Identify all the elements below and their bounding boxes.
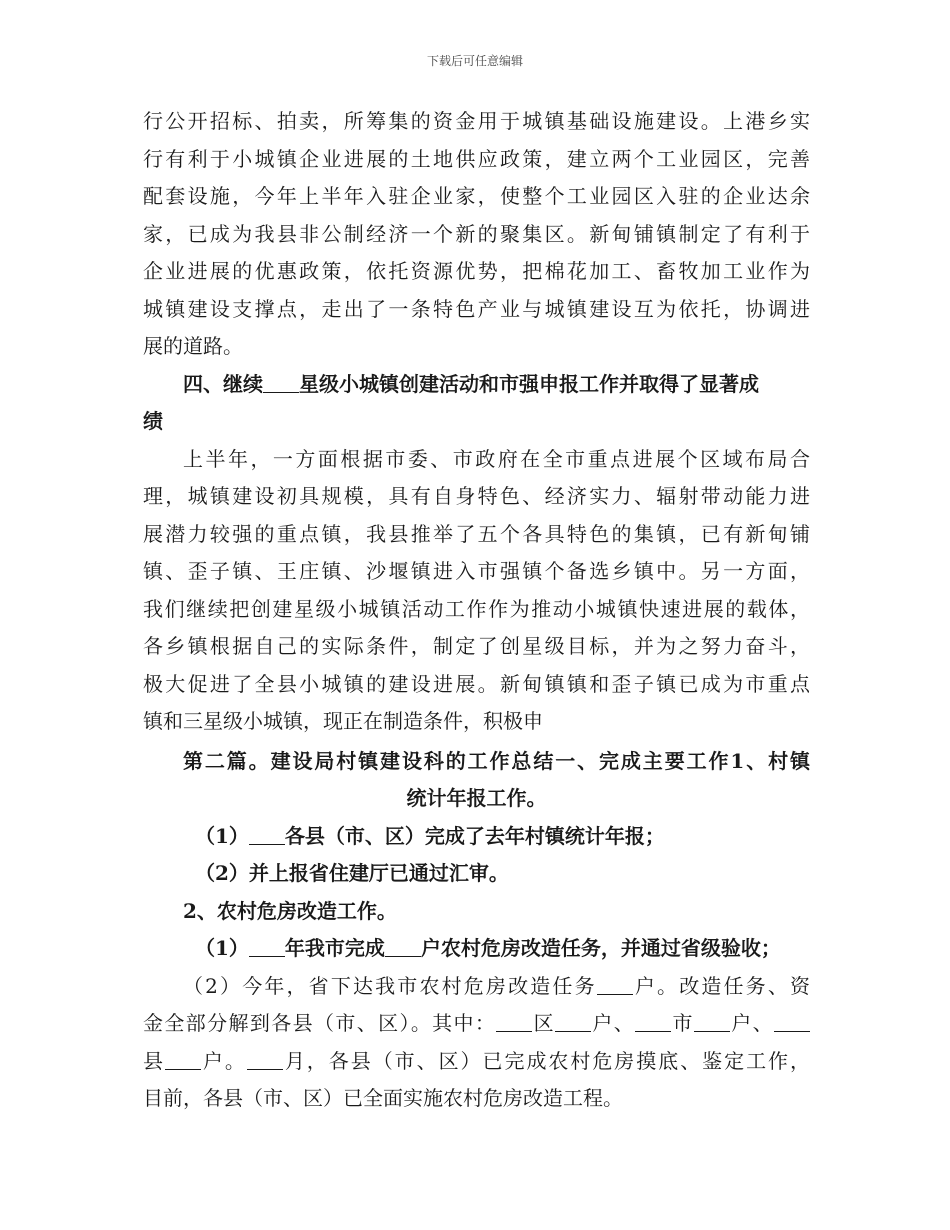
paragraph-1 (143, 103, 810, 366)
text-span: 金全部分解到各县（市、区）。其中： (143, 1011, 497, 1035)
text-span: 县 (143, 1048, 165, 1073)
paragraph-3 (143, 968, 810, 1118)
text-line: 家，已成为我县非公制经济一个新的聚集区。新甸铺镇制定了有利于 (143, 221, 810, 246)
blank-underline (555, 1011, 591, 1032)
text-span: 户、 (729, 1011, 775, 1035)
text-line: 配套设施，今年上半年入驻企业家，使整个工业园区入驻的企业达余 (143, 184, 810, 208)
text-line (143, 968, 810, 1006)
blank-underline (165, 1049, 201, 1070)
text-line: 展的道路。 (143, 334, 243, 358)
item-text: 户农村危房改造任务，并通过省级验收； (420, 936, 781, 960)
list-item-3: 2、农村危房改造工作。 (183, 898, 397, 923)
text-span: 市 (671, 1011, 694, 1035)
blank-underline (385, 936, 421, 957)
list-item-4 (143, 930, 810, 968)
text-span: 月，各县（市、区）已完成农村危房摸底、鉴定工作， (282, 1048, 811, 1073)
text-span: 户。 (200, 1048, 247, 1073)
blank-underline (249, 936, 285, 957)
text-line: 极大促进了全县小城镇的建设进展。新甸镇镇和歪子镇已成为市重点 (143, 671, 810, 696)
text-line: 展潜力较强的重点镇，我县推举了五个各具特色的集镇，已有新甸铺 (143, 521, 810, 546)
text-span: 区 (532, 1011, 556, 1035)
blank-underline (247, 1049, 283, 1070)
document-body (143, 103, 810, 1118)
text-line: 目前，各县（市、区）已全面实施农村危房改造工程。 (143, 1086, 623, 1110)
blank-underline (249, 824, 285, 845)
text-line (143, 1005, 810, 1043)
text-line: 理，城镇建设初具规模，具有自身特色、经济实力、辐射带动能力进 (143, 484, 810, 508)
blank-underline (597, 974, 633, 995)
heading-text: 四、继续 (183, 371, 263, 396)
text-span: （2）今年，省下达我市农村危房改造任务 (183, 973, 597, 998)
text-line: 各乡镇根据自己的实际条件，制定了创星级目标，并为之努力奋斗， (143, 634, 810, 658)
blank-underline (263, 372, 299, 393)
text-line: 企业进展的优惠政策，依托资源优势，把棉花加工、畜牧加工业作为 (143, 259, 810, 283)
text-line (143, 1043, 810, 1081)
title-line: 第二篇。建设局村镇建设科的工作总结一、完成主要工作1、村镇 (183, 748, 810, 773)
heading-line (143, 366, 810, 404)
heading-text: 星级小城镇创建活动和市强申报工作并取得了显著成 (299, 371, 759, 396)
item-prefix: （1） (195, 936, 249, 960)
item-prefix: （1） (195, 823, 249, 848)
title-line: 统计年报工作。 (406, 786, 547, 810)
text-line: 行有利于小城镇企业进展的土地供应政策，建立两个工业园区，完善 (143, 146, 810, 171)
text-line: 行公开招标、拍卖，所筹集的资金用于城镇基础设施建设。上港乡实 (143, 109, 810, 133)
blank-underline (496, 1011, 532, 1032)
text-span: 户。改造任务、资 (632, 973, 810, 998)
text-span: 户、 (591, 1011, 636, 1035)
blank-underline (635, 1011, 671, 1032)
text-line: 上半年，一方面根据市委、市政府在全市重点进展个区域布局合 (183, 446, 810, 471)
item-text: 各县（市、区）完成了去年村镇统计年报； (284, 823, 665, 848)
section-heading-4 (143, 366, 810, 441)
text-line: 城镇建设支撑点，走出了一条特色产业与城镇建设互为依托，协调进 (143, 296, 810, 321)
blank-underline (774, 1011, 810, 1032)
blank-underline (694, 1011, 730, 1032)
paragraph-2 (143, 441, 810, 741)
text-line: 镇和三星级小城镇，现正在制造条件，积极申 (143, 709, 543, 733)
list-item-2: （2）并上报省住建厅已通过汇审。 (195, 861, 509, 885)
text-line: 我们继续把创建星级小城镇活动工作作为推动小城镇快速进展的载体， (143, 596, 810, 621)
list-item-1 (143, 818, 810, 856)
text-line: 镇、歪子镇、王庄镇、沙堰镇进入市强镇个备选乡镇中。另一方面， (143, 559, 810, 583)
page-header: 下载后可任意编辑 (426, 54, 523, 68)
item-text: 年我市完成 (284, 936, 385, 960)
part-2-title (143, 743, 810, 818)
heading-line: 绩 (143, 409, 163, 433)
